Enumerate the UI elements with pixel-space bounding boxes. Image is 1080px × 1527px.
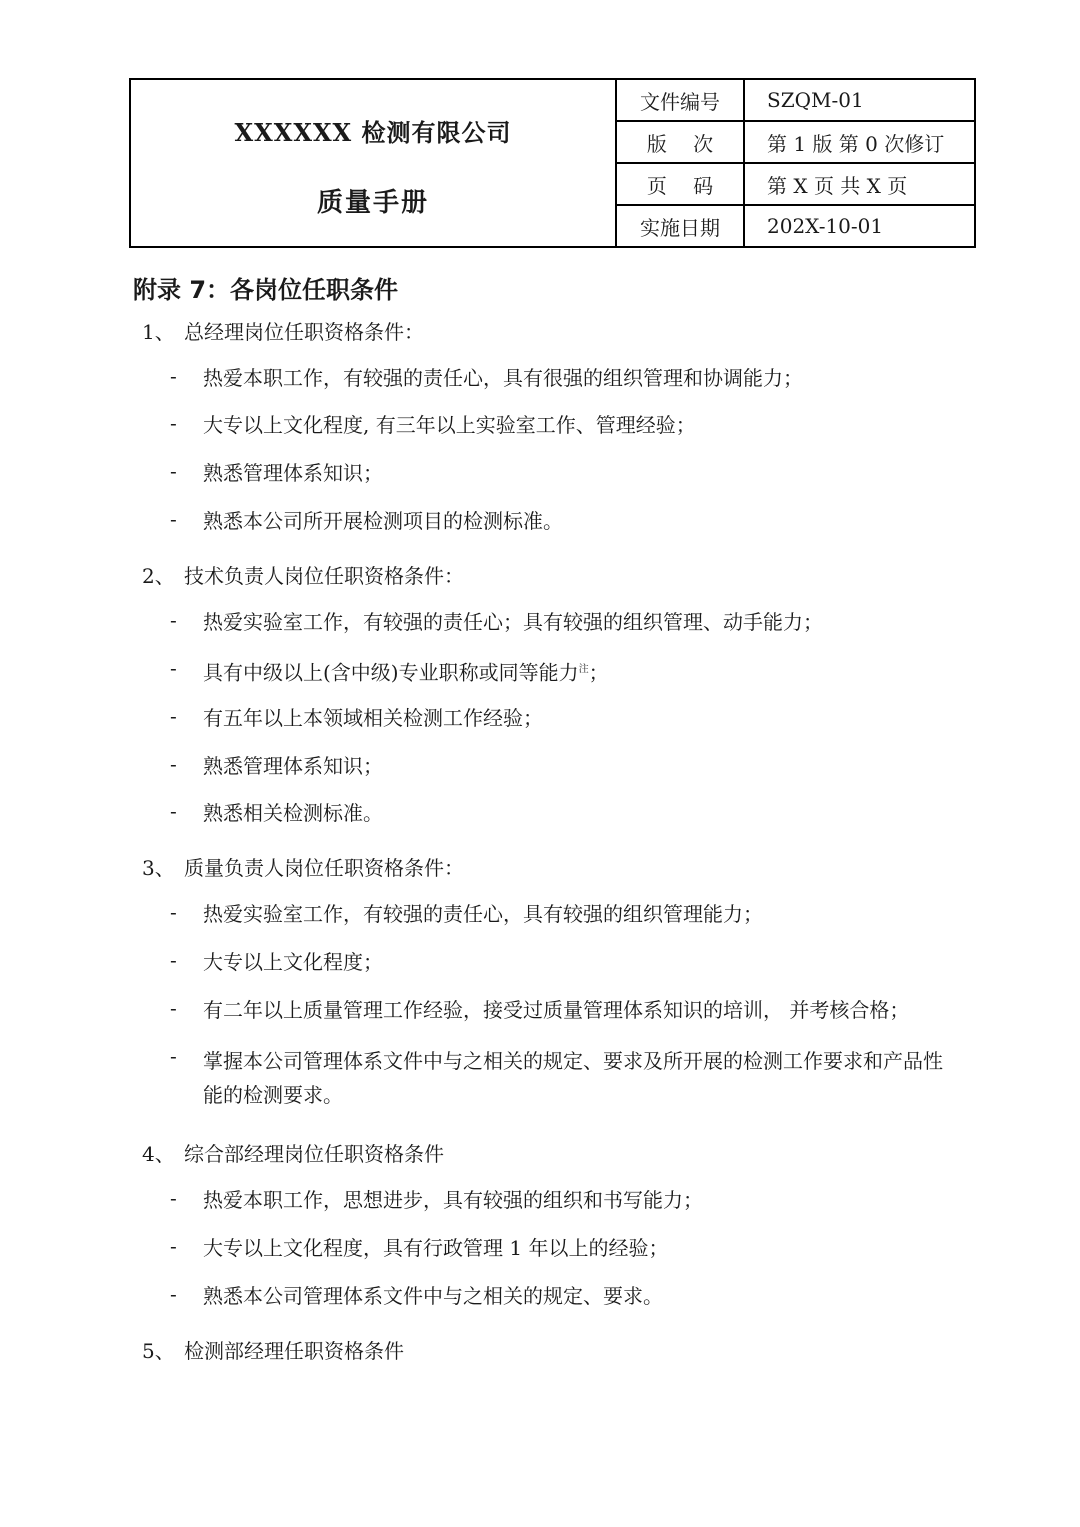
list-item: - 熟悉本公司管理体系文件中与之相关的规定、要求。	[170, 1282, 663, 1308]
list-item: - 有五年以上本领域相关检测工作经验；	[170, 704, 543, 730]
appendix-title: 附录 7：各岗位任职条件	[133, 276, 399, 304]
header-left	[131, 80, 617, 246]
dash-marker: -	[170, 507, 177, 531]
list-item: - 掌握本公司管理体系文件中与之相关的规定、要求及所开展的检测工作要求和产品性能的检测要求。	[170, 1044, 943, 1107]
doc-title: 质量手册	[316, 188, 429, 218]
list-item: - 大专以上文化程度, 有三年以上实验室工作、管理经验；	[170, 411, 696, 437]
list-item: - 具有中级以上(含中级)专业职称或同等能力$^注$；	[170, 656, 609, 685]
dash-marker: -	[170, 1044, 177, 1068]
dash-marker: -	[170, 1282, 177, 1306]
info-value: SZQM-01	[767, 88, 864, 112]
list-item: - 热爱实验室工作，有较强的责任心；具有较强的组织管理、动手能力；	[170, 608, 823, 634]
info-row-file-no	[617, 80, 974, 122]
section-title: 检测部经理任职资格条件	[184, 1339, 404, 1363]
list-item: - 熟悉相关检测标准。	[170, 799, 383, 825]
section-heading	[142, 560, 464, 589]
dash-marker: -	[170, 996, 177, 1020]
section-number: 2、	[142, 564, 175, 588]
info-label: 版 次	[617, 122, 745, 162]
section-heading	[142, 852, 464, 881]
list-item: - 热爱本职工作，有较强的责任心，具有很强的组织管理和协调能力；	[170, 364, 803, 390]
info-row-date	[617, 206, 974, 246]
info-row-edition	[617, 122, 974, 164]
company-name: XXXXXX 检测有限公司	[234, 118, 512, 147]
info-label: 文件编号	[617, 80, 745, 120]
section-title: 总经理岗位任职资格条件：	[184, 320, 424, 344]
list-item: - 有二年以上质量管理工作经验，接受过质量管理体系知识的培训， 并考核合格；	[170, 996, 910, 1022]
list-item: - 热爱实验室工作，有较强的责任心，具有较强的组织管理能力；	[170, 900, 763, 926]
dash-marker: -	[170, 948, 177, 972]
dash-marker: -	[170, 900, 177, 924]
list-item: - 大专以上文化程度；	[170, 948, 383, 974]
info-label: 实施日期	[617, 206, 745, 246]
doc-info-table	[617, 80, 974, 246]
list-item: - 熟悉管理体系知识；	[170, 459, 383, 485]
info-value: 202X-10-01	[767, 214, 884, 238]
dash-marker: -	[170, 1234, 177, 1258]
section-number: 4、	[142, 1142, 175, 1166]
list-item: - 熟悉本公司所开展检测项目的检测标准。	[170, 507, 563, 533]
header-table	[129, 78, 976, 248]
info-value: 第 X 页 共 X 页	[767, 173, 908, 198]
section-title: 技术负责人岗位任职资格条件：	[184, 564, 464, 588]
section-title: 综合部经理岗位任职资格条件	[184, 1142, 444, 1166]
section-number: 3、	[142, 856, 175, 880]
section-title: 质量负责人岗位任职资格条件：	[184, 856, 464, 880]
section-number: 5、	[142, 1339, 175, 1363]
dash-marker: -	[170, 411, 177, 435]
dash-marker: -	[170, 704, 177, 728]
dash-marker: -	[170, 1186, 177, 1210]
info-row-page	[617, 164, 974, 206]
list-item: - 热爱本职工作，思想进步，具有较强的组织和书写能力；	[170, 1186, 703, 1212]
list-item: - 大专以上文化程度，具有行政管理 1 年以上的经验；	[170, 1234, 669, 1260]
note-mark: 注	[578, 664, 589, 675]
dash-marker: -	[170, 608, 177, 632]
dash-marker: -	[170, 752, 177, 776]
section-number: 1、	[142, 320, 175, 344]
info-label: 页 码	[617, 164, 745, 204]
info-value: 第 1 版 第 0 次修订	[767, 131, 945, 156]
section-heading	[142, 1335, 404, 1364]
dash-marker: -	[170, 799, 177, 823]
dash-marker: -	[170, 656, 177, 680]
list-item: - 熟悉管理体系知识；	[170, 752, 383, 778]
section-heading	[142, 1138, 444, 1167]
dash-marker: -	[170, 364, 177, 388]
dash-marker: -	[170, 459, 177, 483]
section-heading	[142, 316, 424, 345]
